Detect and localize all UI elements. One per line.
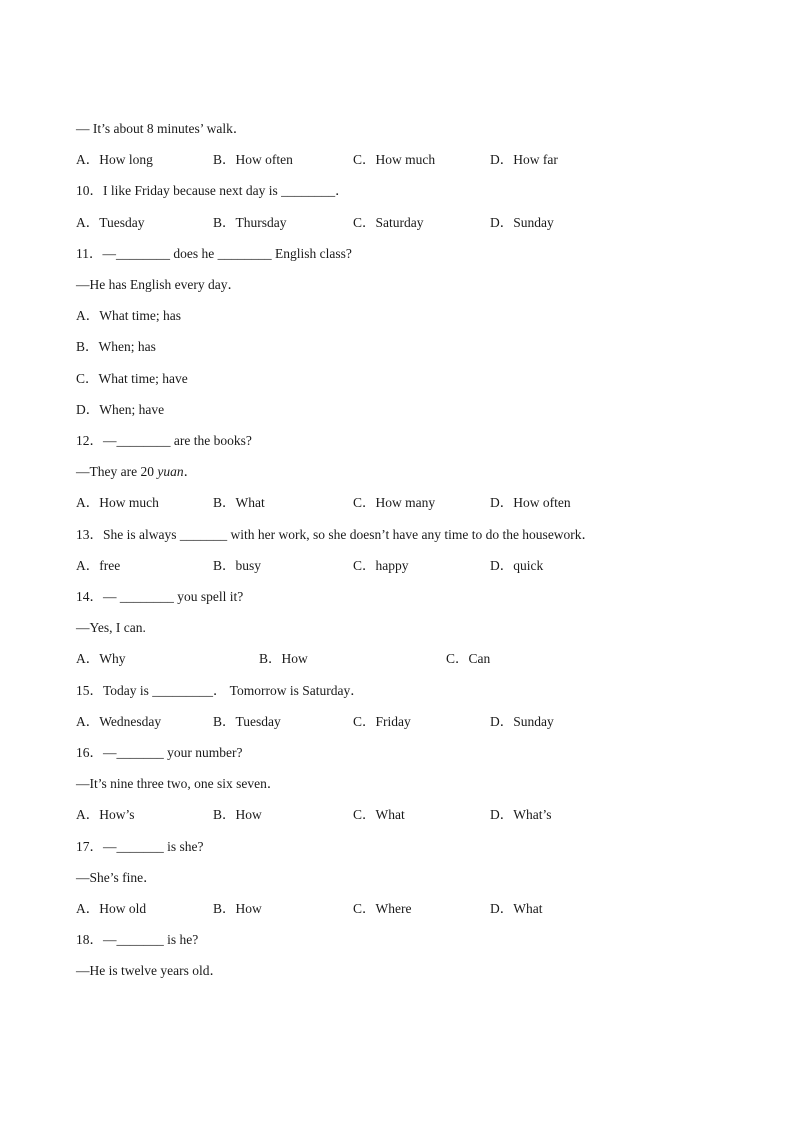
option-d: D．When; have	[76, 402, 165, 417]
answer-line: — It’s about 8 minutes’ walk．	[76, 121, 247, 136]
option-a: A．free	[76, 558, 121, 573]
question-16: 16．—_______ your number?	[76, 745, 243, 760]
option-b: B．busy	[213, 558, 262, 573]
question-18: 18．—_______ is he?	[76, 932, 199, 947]
option-c: C．Can	[446, 651, 491, 666]
answer-line: —It’s nine three two, one six seven．	[76, 776, 281, 791]
option-d: D．How often	[490, 495, 571, 510]
option-a: A．How old	[76, 901, 147, 916]
option-b: B．How	[213, 901, 262, 916]
option-b: B．When; has	[76, 339, 156, 354]
option-b: B．Thursday	[213, 215, 287, 230]
question-17: 17．—_______ is she?	[76, 839, 204, 854]
option-c: C．What	[353, 807, 405, 822]
answer-punct: ．	[183, 464, 198, 479]
option-a: A．How long	[76, 152, 153, 167]
option-a: A．How much	[76, 495, 159, 510]
option-d: D．How far	[490, 152, 558, 167]
question-10: 10．I like Friday because next day is ________．	[76, 183, 349, 198]
option-d: D．What	[490, 901, 543, 916]
answer-italic: yuan	[157, 464, 184, 479]
option-c: C．Where	[353, 901, 412, 916]
option-b: B．What	[213, 495, 265, 510]
option-b: B．Tuesday	[213, 714, 281, 729]
option-b: B．How	[213, 807, 262, 822]
option-c: C．How many	[353, 495, 436, 510]
option-c: C．What time; have	[76, 371, 188, 386]
option-a: A．How’s	[76, 807, 135, 822]
option-a: A．Tuesday	[76, 215, 145, 230]
question-15: 15．Today is _________． Tomorrow is Saturday．	[76, 683, 364, 698]
option-c: C．Friday	[353, 714, 411, 729]
option-c: C．happy	[353, 558, 409, 573]
option-d: D．What’s	[490, 807, 552, 822]
question-14: 14．— ________ you spell it?	[76, 589, 244, 604]
option-d: D．Sunday	[490, 714, 554, 729]
option-c: C．How much	[353, 152, 436, 167]
answer-line	[76, 464, 197, 480]
option-d: D．quick	[490, 558, 544, 573]
answer-line: —Yes, I can.	[76, 620, 146, 635]
answer-text: —They are 20	[76, 464, 158, 479]
answer-line: —He is twelve years old．	[76, 963, 223, 978]
option-a: A．Why	[76, 651, 126, 666]
option-c: C．Saturday	[353, 215, 424, 230]
answer-line: —She’s fine．	[76, 870, 157, 885]
option-b: B．How	[259, 651, 308, 666]
question-13: 13．She is always _______ with her work, so she doesn’t have any time to do the housework．	[76, 527, 596, 542]
question-12: 12．—________ are the books?	[76, 433, 252, 448]
option-a: A．Wednesday	[76, 714, 162, 729]
option-b: B．How often	[213, 152, 293, 167]
option-d: D．Sunday	[490, 215, 554, 230]
option-a: A．What time; has	[76, 308, 181, 323]
answer-line: —He has English every day．	[76, 277, 241, 292]
question-11: 11．—________ does he ________ English class?	[76, 246, 352, 261]
